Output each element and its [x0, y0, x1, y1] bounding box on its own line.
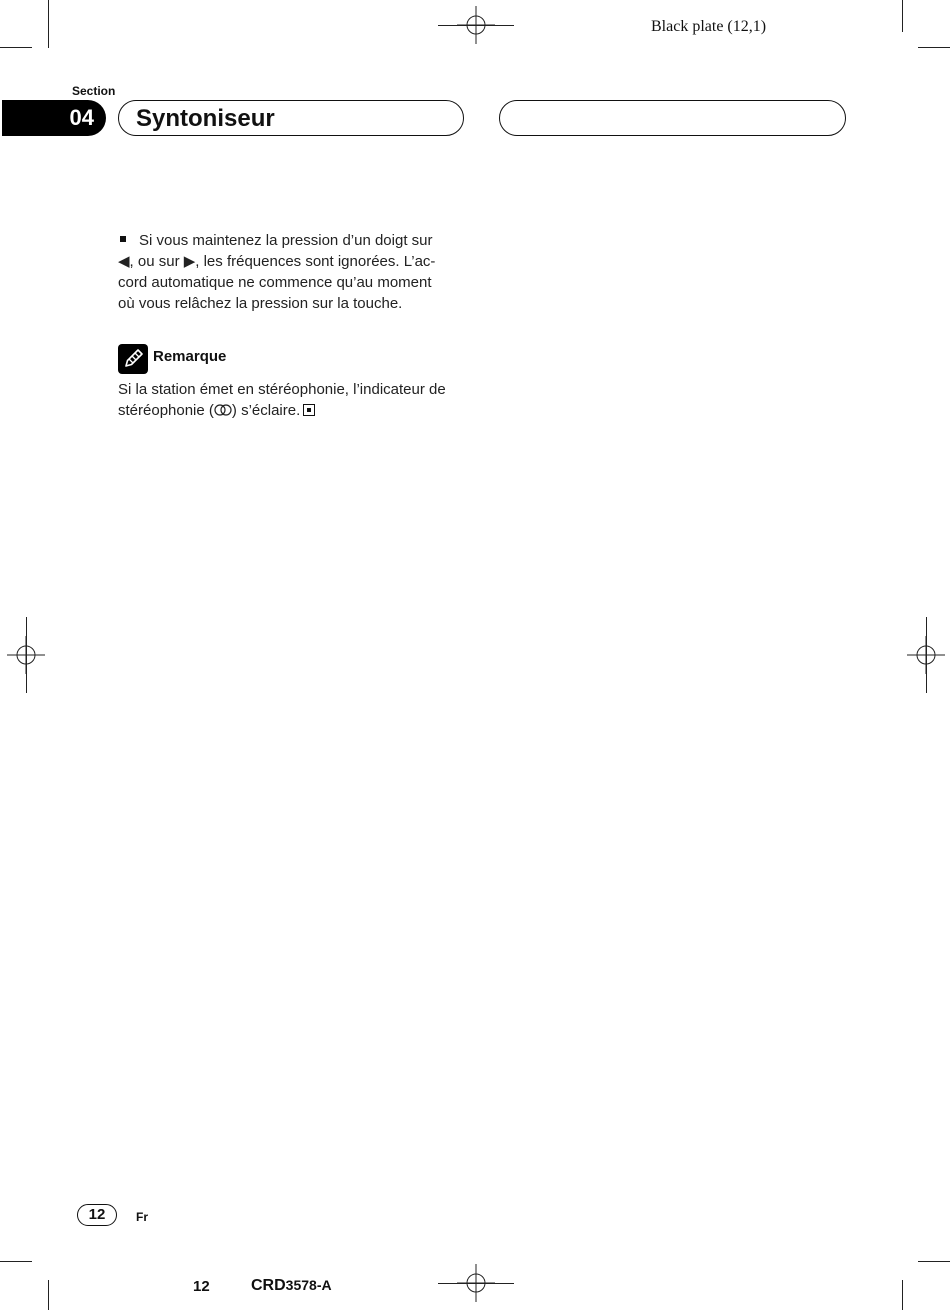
section-label: Section [72, 84, 116, 98]
note-paragraph [118, 379, 478, 421]
text-line: Si vous maintenez la pression d’un doigt sur [118, 230, 468, 251]
crop-mark [438, 1283, 514, 1284]
text-line: où vous relâchez la pression sur la touche. [118, 295, 403, 312]
print-page-number: 12 [193, 1278, 210, 1295]
language-code: Fr [136, 1210, 148, 1224]
crop-mark [0, 47, 32, 48]
header-empty-box [499, 100, 846, 136]
bullet-square-icon [120, 236, 126, 242]
crop-mark [438, 25, 514, 26]
plate-label: Black plate (12,1) [651, 18, 767, 35]
section-title: Syntoniseur [136, 105, 275, 132]
crop-mark [918, 1261, 950, 1262]
text-line: stéréophonie ( ) s’éclaire. [118, 400, 478, 421]
text-line: ◀, ou sur ▶, les fréquences sont ignorées. L’ac- [118, 253, 436, 270]
end-of-section-icon [303, 404, 315, 416]
crop-mark [918, 47, 950, 48]
crop-mark [48, 0, 49, 48]
section-title-box [118, 100, 464, 136]
section-number-tab: 04 [2, 100, 106, 136]
crop-mark [0, 1261, 32, 1262]
bullet-paragraph [118, 230, 468, 314]
crop-mark [902, 1280, 903, 1310]
crop-mark [926, 617, 927, 693]
model-code: CRD3578-A [251, 1277, 332, 1294]
pencil-note-icon [118, 344, 148, 374]
crop-mark [902, 0, 903, 32]
crop-mark [26, 617, 27, 693]
stereo-indicator-icon [214, 404, 232, 416]
text-line: Si la station émet en stéréophonie, l’indicateur de [118, 381, 446, 398]
crop-mark [48, 1280, 49, 1310]
note-heading: Remarque [153, 348, 227, 365]
page-number: 12 [77, 1204, 117, 1226]
text-line: cord automatique ne commence qu’au moment [118, 274, 432, 291]
